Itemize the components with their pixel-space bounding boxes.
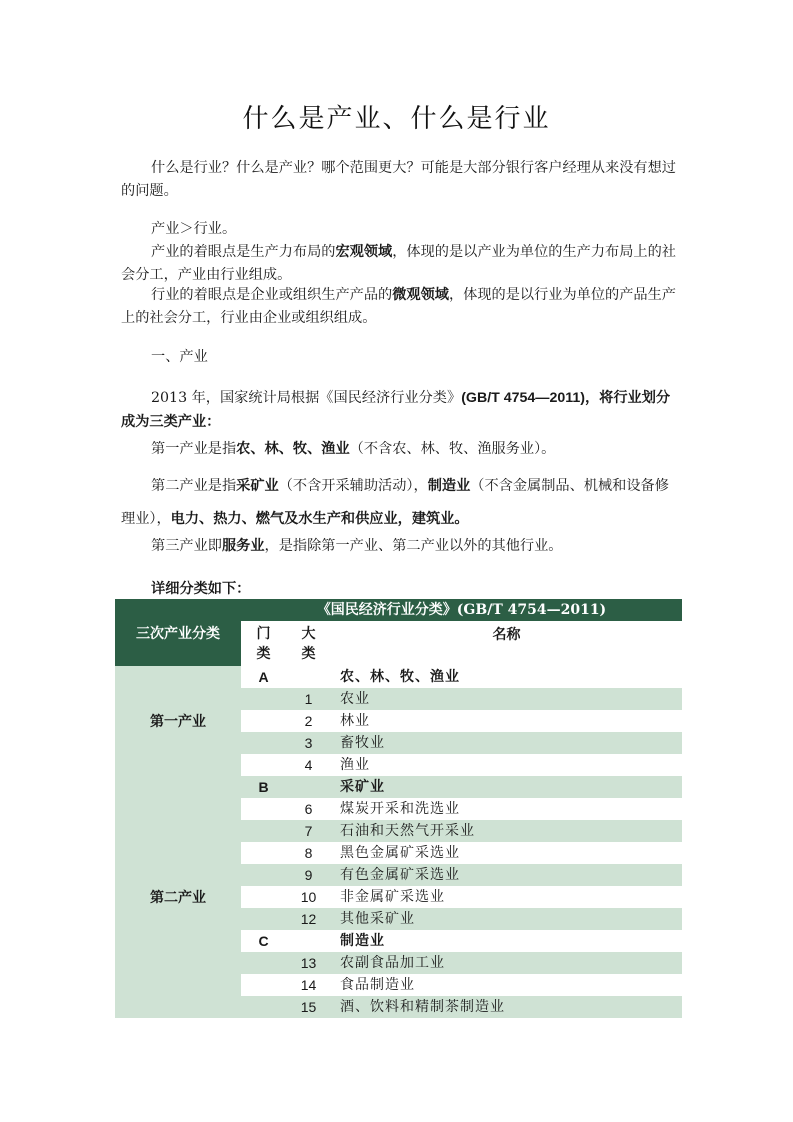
- industry-text-c: ，体现的是以产业为单位的生产力布局上的社会分工，产业由行业组成。: [121, 244, 676, 283]
- division-code-cell: 12: [300, 911, 317, 927]
- division-code-cell: 10: [300, 889, 317, 905]
- industry-name-cell: 制造业: [340, 933, 385, 949]
- industry-name-cell: 畜牧业: [340, 735, 385, 751]
- table-row: [241, 776, 682, 798]
- division-code-cell: 2: [304, 713, 313, 729]
- industry-name-cell: 石油和天然气开采业: [340, 823, 475, 839]
- industry-paragraph: [121, 241, 677, 287]
- division-code-cell: 13: [300, 955, 317, 971]
- industry-name-cell: 食品制造业: [340, 977, 415, 993]
- statistics-text-a: 2013 年，国家统计局根据《国民经济行业分类》: [151, 390, 462, 406]
- table-row: [241, 930, 682, 952]
- division-code-cell: 4: [304, 757, 313, 773]
- tertiary-text-c: ，是指除第一产业、第二产业以外的其他行业。: [264, 538, 563, 554]
- table-row: [241, 710, 682, 732]
- secondary-bold-utilities: 电力、热力、燃气及水生产和供应业，建筑业。: [170, 511, 469, 527]
- industry-name-cell: 非金属矿采选业: [340, 889, 445, 905]
- industry-name-cell: 采矿业: [340, 779, 385, 795]
- intro-paragraph: 什么是行业？什么是产业？哪个范围更大？可能是大部分银行客户经理从来没有想过的问题。: [121, 160, 676, 199]
- secondary-text-c: （不含开采辅助活动），: [278, 478, 428, 494]
- primary-text-a: 第一产业是指: [151, 441, 237, 457]
- table-row: [241, 974, 682, 996]
- table-row: [241, 864, 682, 886]
- trade-text-c: ，体现的是以行业为单位的产品生产上的社会分工，行业由企业或组织组成。: [121, 287, 676, 326]
- trade-text-a: 行业的着眼点是企业或组织生产产品的: [151, 287, 393, 303]
- statistics-paragraph: [121, 386, 677, 434]
- table-row: [241, 688, 682, 710]
- primary-text-c: （不含农、林、牧、渔服务业）。: [349, 441, 556, 457]
- industry-name-cell: 酒、饮料和精制茶制造业: [340, 999, 505, 1015]
- table-row: [241, 996, 682, 1018]
- division-code-cell: 3: [304, 735, 313, 751]
- tertiary-text-a: 第三产业即: [151, 538, 222, 554]
- primary-industry-paragraph: [121, 438, 677, 461]
- table-row: [241, 754, 682, 776]
- industry-name-cell: 其他采矿业: [340, 911, 415, 927]
- table-header-name: 名称: [331, 621, 682, 666]
- compare-paragraph: 产业＞行业。: [151, 221, 237, 237]
- group-secondary-industry: 第二产业: [115, 776, 241, 1018]
- industry-name-cell: 林业: [340, 713, 370, 729]
- table-header-division-label: 大类: [301, 626, 316, 662]
- industry-name-cell: 有色金属矿采选业: [340, 867, 460, 883]
- industry-text-a: 产业的着眼点是生产力布局的: [151, 244, 336, 260]
- primary-bold-term: 农、林、牧、渔业: [236, 441, 350, 457]
- industry-name-cell: 煤炭开采和洗选业: [340, 801, 460, 817]
- table-header-standard: 《国民经济行业分类》(GB/T 4754—2011): [241, 599, 682, 621]
- secondary-text-a: 第二产业是指: [151, 478, 237, 494]
- table-row: [241, 908, 682, 930]
- group-primary-industry: 第一产业: [115, 666, 241, 776]
- division-code-cell: 14: [300, 977, 317, 993]
- table-header-division: [286, 621, 331, 666]
- trade-bold-term: 微观领域: [392, 287, 449, 303]
- industry-bold-term: 宏观领域: [335, 244, 393, 260]
- secondary-text-e: （不含金属制品、机械和设备修理业），: [121, 478, 669, 527]
- tertiary-bold-term: 服务业: [221, 538, 265, 554]
- table-row: [241, 666, 682, 688]
- category-code-cell: B: [258, 779, 269, 795]
- division-code-cell: 7: [304, 823, 313, 839]
- division-code-cell: 6: [304, 801, 313, 817]
- table-row: [241, 732, 682, 754]
- secondary-bold-manufacturing: 制造业: [427, 478, 471, 494]
- document-title: 什么是产业、什么是行业: [242, 104, 551, 134]
- table-header-category-label: 门类: [256, 626, 271, 662]
- industry-name-cell: 农业: [340, 691, 370, 707]
- table-row: [241, 886, 682, 908]
- tertiary-industry-paragraph: [121, 535, 677, 558]
- secondary-bold-mining: 采矿业: [236, 478, 279, 494]
- industry-name-cell: 农副食品加工业: [340, 955, 445, 971]
- table-row: [241, 952, 682, 974]
- industry-name-cell: 农、林、牧、渔业: [340, 669, 460, 685]
- industry-name-cell: 渔业: [340, 757, 370, 773]
- statistics-bold-text: (GB/T 4754—2011)，将行业划分成为三类产业：: [121, 390, 671, 430]
- section-heading-one: 一、产业: [151, 349, 208, 365]
- table-row: [241, 842, 682, 864]
- detail-heading: 详细分类如下：: [151, 581, 251, 597]
- table-header-industry-class: 三次产业分类: [115, 599, 241, 666]
- table-row: [241, 820, 682, 842]
- category-code-cell: A: [258, 669, 269, 685]
- table-header-category: [241, 621, 286, 666]
- division-code-cell: 15: [300, 999, 317, 1015]
- division-code-cell: 9: [304, 867, 313, 883]
- category-code-cell: C: [258, 933, 269, 949]
- table-row: [241, 798, 682, 820]
- division-code-cell: 1: [304, 691, 313, 707]
- trade-paragraph: [121, 284, 677, 330]
- industry-name-cell: 黑色金属矿采选业: [340, 845, 460, 861]
- secondary-industry-paragraph: [121, 470, 677, 536]
- division-code-cell: 8: [304, 845, 313, 861]
